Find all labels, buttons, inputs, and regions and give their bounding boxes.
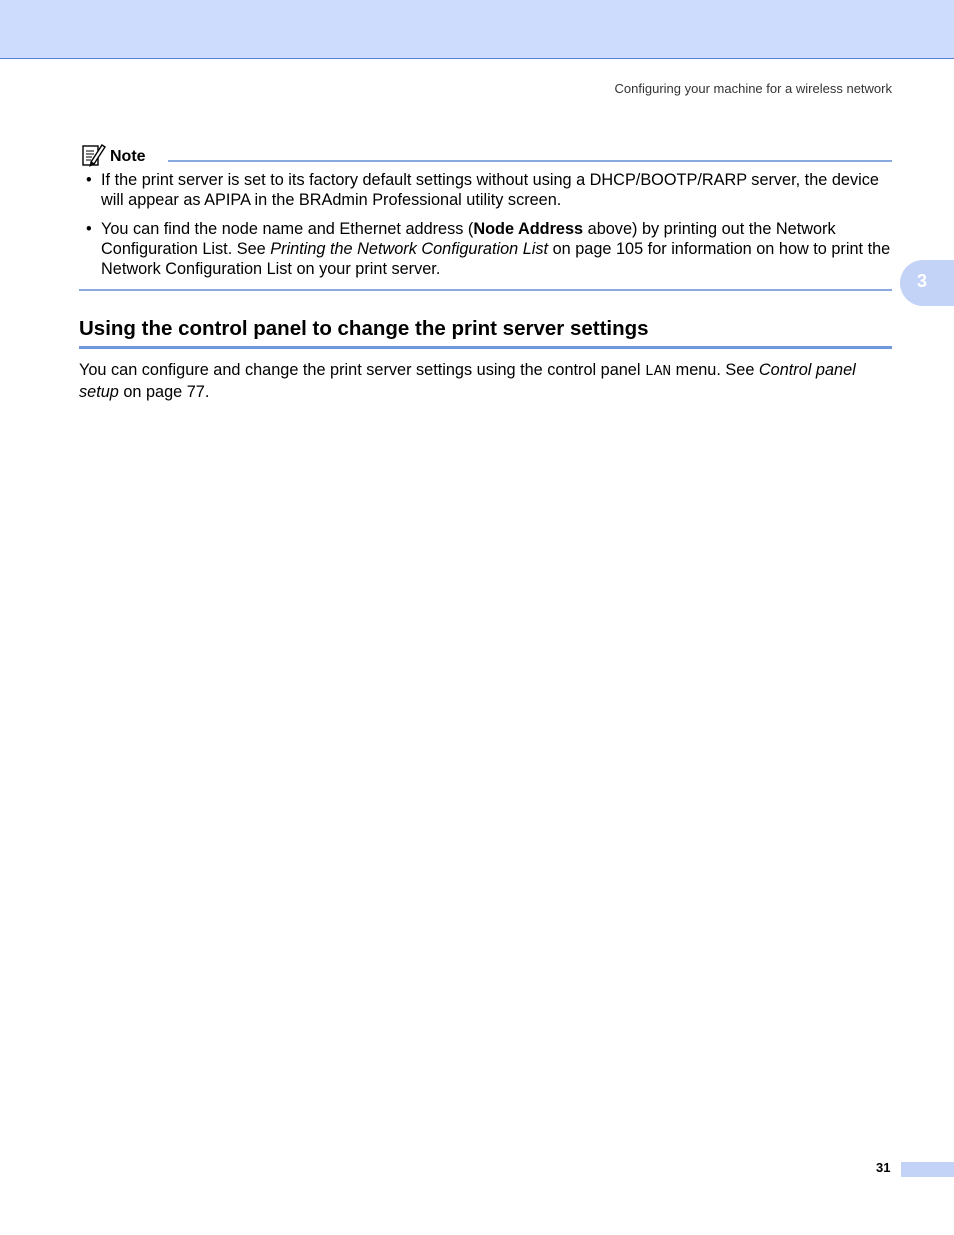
bullet-icon: • [86, 171, 92, 189]
cross-reference-link[interactable]: Control panel setup [79, 361, 856, 401]
note-item-text: If the print server is set to its factory default settings without using a DHCP/BOOTP/RARP server, the device will appear as APIPA in the BRAdmin Professional utility screen. [101, 171, 879, 209]
body-text: on page 77. [118, 383, 210, 401]
cross-reference-link[interactable]: Printing the Network Configuration List [270, 240, 549, 258]
note-bottom-rule [79, 289, 892, 291]
note-item [79, 219, 891, 279]
chapter-number: 3 [917, 271, 928, 291]
page-number: 31 [876, 1160, 891, 1175]
body-paragraph [79, 360, 892, 402]
note-top-rule [168, 160, 892, 162]
note-list [79, 170, 891, 288]
section-heading: Using the control panel to change the print server settings [79, 317, 649, 340]
top-header-band [0, 0, 954, 59]
lan-menu-code: LAN [645, 364, 672, 380]
body-text: menu. See [671, 361, 759, 379]
note-item-text: above) by printing out the Network Configuration List. See [101, 220, 836, 258]
page-number-tab [901, 1162, 954, 1177]
body-text: You can configure and change the print server settings using the control panel [79, 361, 645, 379]
note-item-text: You can find the node name and Ethernet address ( [101, 220, 474, 238]
note-item [79, 170, 891, 210]
bullet-icon: • [86, 220, 92, 238]
note-label: Note [110, 148, 146, 165]
note-item-text: on page 105 for information on how to print the Network Configuration List on your print server. [101, 240, 891, 278]
chapter-tab [900, 260, 954, 306]
note-pencil-icon [80, 142, 106, 168]
section-heading-rule [79, 346, 892, 349]
running-header-title: Configuring your machine for a wireless network [614, 81, 892, 96]
node-address-term: Node Address [473, 220, 584, 238]
